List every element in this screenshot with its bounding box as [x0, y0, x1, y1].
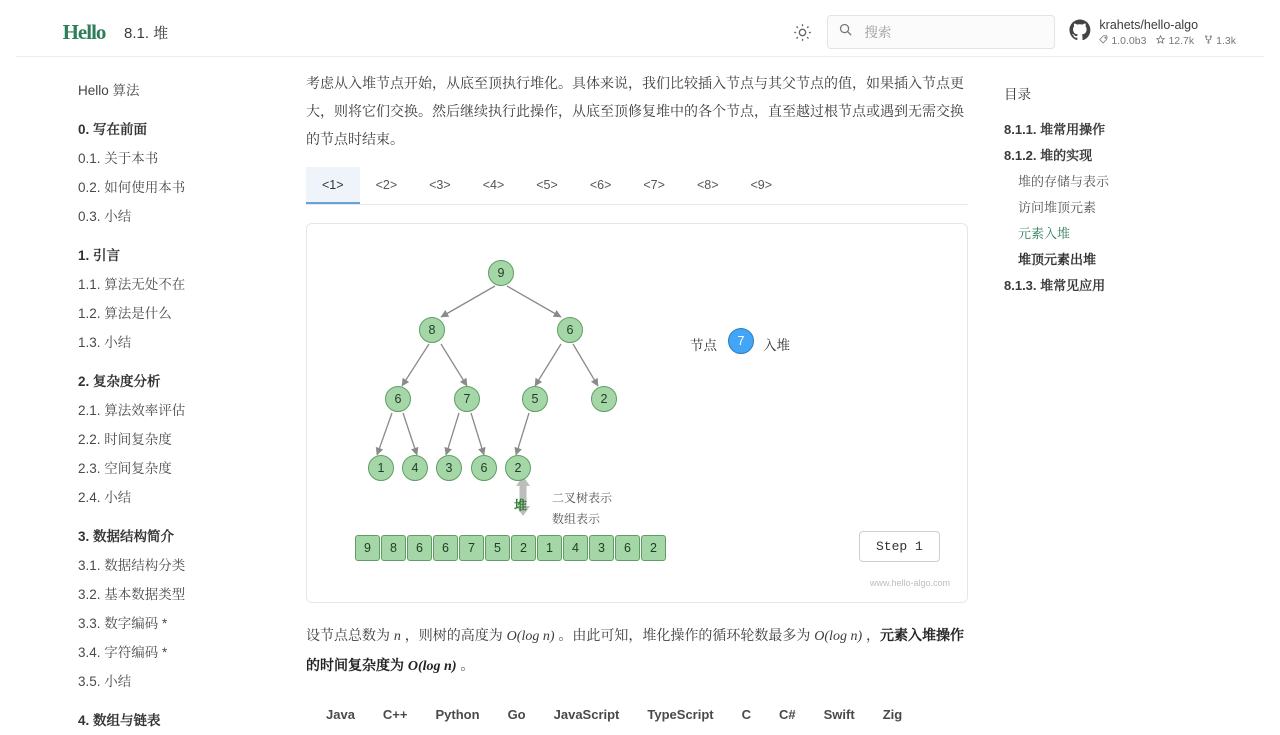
complexity-text-1: 设节点总数为 [306, 627, 394, 643]
figure-caption-suffix: 入堆 [763, 338, 790, 353]
sidebar-item-3-5[interactable]: 3.5. 小结 [78, 674, 132, 689]
sidebar-item-3[interactable]: 3. 数据结构简介 [78, 529, 175, 544]
tab-step-6[interactable]: <6> [589, 178, 612, 192]
array-cell-5: 5 [485, 535, 510, 561]
sidebar-item-2-2[interactable]: 2.2. 时间复杂度 [78, 432, 172, 447]
repo-version-text: 1.0.0b3 [1111, 34, 1147, 47]
search-box[interactable] [827, 15, 1055, 49]
site-logo[interactable]: Hello [62, 19, 106, 44]
lang-tab-python[interactable]: Python [435, 707, 480, 722]
array-cell-1: 8 [381, 535, 406, 561]
math-n: n [393, 629, 401, 644]
tab-step-2[interactable]: <2> [375, 178, 398, 192]
tree-node-1: 8 [419, 317, 445, 343]
lang-tab-cpp[interactable]: C++ [382, 707, 408, 722]
tree-node-9: 3 [436, 455, 462, 481]
star-icon [1156, 35, 1165, 47]
toc-item-pop[interactable]: 堆顶元素出堆 [1018, 252, 1097, 267]
step-badge: Step 1 [859, 531, 940, 562]
github-icon [1069, 19, 1091, 46]
repo-forks [1204, 35, 1236, 47]
legend-tree: 二叉树表示 [552, 491, 613, 505]
tree-node-7: 1 [368, 455, 394, 481]
sidebar-item-0-1[interactable]: 0.1. 关于本书 [78, 151, 159, 166]
figure-caption-prefix: 节点 [690, 338, 717, 353]
repo-name: krahets/hello-algo [1099, 17, 1199, 32]
insert-node: 7 [728, 328, 754, 354]
toc-item-8-1-1[interactable]: 8.1.1. 堆常用操作 [1004, 122, 1106, 137]
repo-stats [1099, 35, 1236, 47]
sidebar-item-2-3[interactable]: 2.3. 空间复杂度 [78, 461, 172, 476]
fork-icon [1204, 35, 1213, 47]
page-title: 8.1. 堆 [124, 24, 169, 42]
sidebar-item-3-2[interactable]: 3.2. 基本数据类型 [78, 587, 186, 602]
tree-node-2: 6 [557, 317, 583, 343]
heap-figure [306, 223, 968, 603]
complexity-text-3: 。由此可知，堆化操作的循环轮数最多为 [554, 627, 815, 643]
tree-node-5: 5 [522, 386, 548, 412]
step-tabs [306, 167, 968, 205]
sidebar-item-0-3[interactable]: 0.3. 小结 [78, 209, 132, 224]
repo-link[interactable] [1069, 18, 1236, 47]
lang-tab-typescript[interactable]: TypeScript [647, 707, 714, 722]
top-bar [16, 8, 1264, 57]
tab-step-8[interactable]: <8> [696, 178, 719, 192]
repo-stars [1156, 35, 1194, 47]
figure-watermark: www.hello-algo.com [870, 578, 951, 588]
intro-paragraph: 考虑从入堆节点开始，从底至顶执行堆化。具体来说，我们比较插入节点与其父节点的值，如果插入节点更大，则将它们交换。然后继续执行此操作，从底至顶修复堆中的各个节点，直至越过根节点或遇到无需交换的节点时结束。 [306, 75, 964, 147]
sidebar-item-4[interactable]: 4. 数组与链表 [78, 713, 161, 728]
array-cell-8: 4 [563, 535, 588, 561]
brightness-icon[interactable] [791, 21, 813, 43]
search-icon [838, 22, 853, 42]
tree-node-3: 6 [385, 386, 411, 412]
sidebar-item-1-2[interactable]: 1.2. 算法是什么 [78, 306, 172, 321]
repo-stars-text: 12.7k [1168, 34, 1195, 47]
complexity-text-5: 。 [456, 657, 475, 673]
tab-step-7[interactable]: <7> [643, 178, 665, 192]
search-input[interactable] [862, 24, 1044, 41]
legend-heap: 堆 [514, 498, 528, 513]
table-of-contents [990, 57, 1264, 720]
sidebar-item-1-1[interactable]: 1.1. 算法无处不在 [78, 277, 186, 292]
array-cell-9: 3 [589, 535, 614, 561]
tree-node-4: 7 [454, 386, 480, 412]
complexity-bold: 元素入堆操作的时间复杂度为 [306, 627, 964, 673]
complexity-paragraph [306, 621, 968, 681]
tree-node-10: 6 [471, 455, 497, 481]
tree-node-11: 2 [505, 455, 531, 481]
tree-node-6: 2 [591, 386, 617, 412]
array-cell-2: 6 [407, 535, 432, 561]
lang-tab-java[interactable]: Java [326, 707, 355, 722]
sidebar-item-2[interactable]: 2. 复杂度分析 [78, 374, 161, 389]
sidebar-item-1[interactable]: 1. 引言 [78, 248, 121, 263]
array-cell-6: 2 [511, 535, 536, 561]
array-cell-7: 1 [537, 535, 562, 561]
top-bar-right [791, 15, 1264, 49]
sidebar-item-2-4[interactable]: 2.4. 小结 [78, 490, 132, 505]
repo-version [1099, 35, 1146, 47]
repo-forks-text: 1.3k [1216, 34, 1236, 47]
sidebar-title: Hello 算法 [78, 83, 140, 98]
sidebar-item-2-1[interactable]: 2.1. 算法效率评估 [78, 403, 186, 418]
sidebar-item-1-3[interactable]: 1.3. 小结 [78, 335, 132, 350]
toc-item-8-1-3[interactable]: 8.1.3. 堆常见应用 [1004, 278, 1106, 293]
tab-step-3[interactable]: <3> [429, 178, 451, 192]
sidebar-item-0-2[interactable]: 0.2. 如何使用本书 [78, 180, 186, 195]
main-content [288, 57, 988, 720]
array-cell-4: 7 [459, 535, 484, 561]
tab-step-4[interactable]: <4> [482, 178, 505, 192]
math-logn-1: O(log n) [506, 629, 555, 644]
toc-item-push[interactable]: 元素入堆 [1018, 226, 1071, 241]
math-logn-2: O(log n) [814, 629, 863, 644]
legend-array: 数组表示 [552, 512, 601, 526]
lang-tab-csharp[interactable]: C# [779, 707, 796, 722]
array-cell-10: 6 [615, 535, 640, 561]
tab-step-9[interactable]: <9> [750, 178, 773, 192]
tab-step-5[interactable]: <5> [536, 178, 558, 192]
array-cell-0: 9 [355, 535, 380, 561]
tree-node-0: 9 [488, 260, 514, 286]
tag-icon [1099, 35, 1108, 47]
array-cell-3: 6 [433, 535, 458, 561]
lang-tab-go[interactable]: Go [507, 707, 526, 722]
lang-tab-c[interactable]: C [741, 707, 751, 722]
lang-tab-javascript[interactable]: JavaScript [553, 707, 620, 722]
sidebar-item-3-4[interactable]: 3.4. 字符编码 * [78, 645, 168, 660]
tab-step-1[interactable]: <1> [306, 167, 360, 204]
repo-text [1099, 18, 1236, 47]
toc-title: 目录 [1004, 87, 1031, 102]
lang-tab-zig[interactable]: Zig [882, 707, 903, 722]
toc-item-storage[interactable]: 堆的存储与表示 [1018, 174, 1110, 189]
sidebar-item-3-3[interactable]: 3.3. 数字编码 * [78, 616, 168, 631]
language-tabs [306, 701, 968, 728]
sidebar-item-3-1[interactable]: 3.1. 数据结构分类 [78, 558, 186, 573]
tree-node-8: 4 [402, 455, 428, 481]
lang-tab-swift[interactable]: Swift [823, 707, 855, 722]
complexity-text-2: ，则树的高度为 [400, 627, 507, 643]
math-logn-3: O(log n) [407, 659, 457, 674]
heap-array [355, 535, 667, 561]
toc-item-access-top[interactable]: 访问堆顶元素 [1018, 200, 1097, 215]
sidebar-item-0[interactable]: 0. 写在前面 [78, 122, 148, 137]
complexity-text-4: ， [862, 627, 880, 643]
toc-item-8-1-2[interactable]: 8.1.2. 堆的实现 [1004, 148, 1093, 163]
array-cell-11: 2 [641, 535, 666, 561]
sidebar [16, 57, 286, 728]
